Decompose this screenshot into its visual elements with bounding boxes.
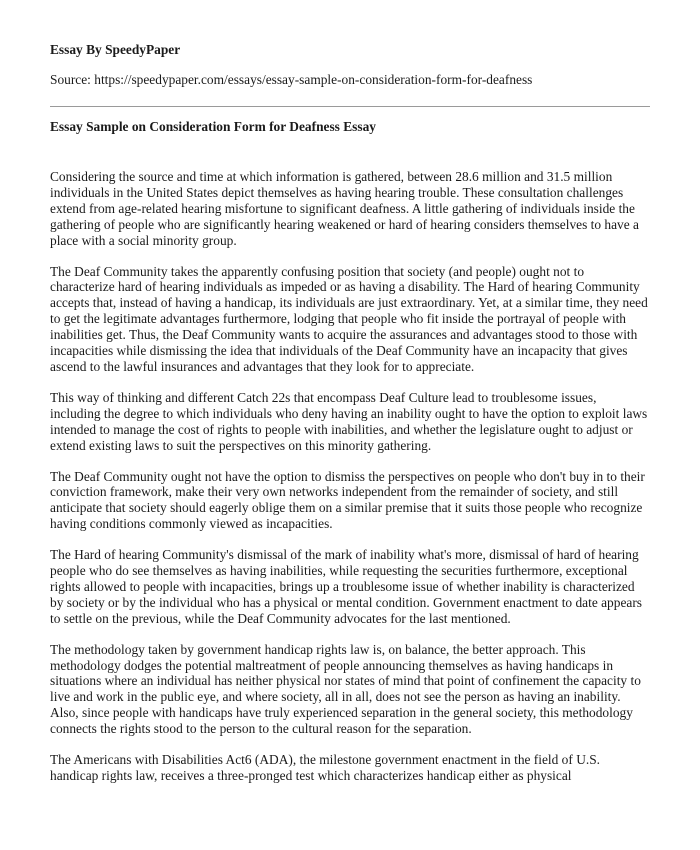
essay-paragraph: The methodology taken by government handicap rights law is, on balance, the better approach. This methodology dodges the potential maltreatment of people announcing themselves as having handicaps in situations where an individual has neither physical nor states of mind that point of confinement the capacity to live and work in the public eye, and where society, all in all, does not see the person as having an inability. Also, since people with handicaps have truly experienced separation in the general society, this methodology connects the rights stood to the person to the cultural reason for the separation.: [50, 641, 641, 737]
header-divider: [50, 106, 650, 107]
essay-paragraph: Considering the source and time at which information is gathered, between 28.6 million and 31.5 million individuals in the United States depict themselves as having hearing trouble. These consultation challenges extend from age-related hearing misfortune to significant deafness. A little gathering of individuals inside the gathering of people who are significantly hearing weakened or hard of hearing considers themselves to have a place with a social minority group.: [50, 169, 639, 248]
essay-paragraph: The Hard of hearing Community's dismissal of the mark of inability what's more, dismissal of hard of hearing people who do see themselves as having inabilities, while requesting the securities furthermore, exceptional rights allowed to people with incapacities, brings up a troublesome issue of whether inability is characterized by society or by the individual who has a physical or mental condition. Government enactment to date appears to settle on the previous, while the Deaf Community advocates for the last mentioned.: [50, 547, 642, 626]
source-line: Source: https://speedypaper.com/essays/essay-sample-on-consideration-form-for-deafness: [50, 72, 533, 87]
essay-title: Essay Sample on Consideration Form for Deafness Essay: [50, 119, 376, 134]
essay-paragraph: This way of thinking and different Catch 22s that encompass Deaf Culture lead to troublesome issues, including the degree to which individuals who deny having an inability ought to have the option to exploit laws intended to manage the cost of rights to people with inabilities, and whether the legislature ought to adjust or extend existing laws to suit the perspectives on this minority gathering.: [50, 389, 648, 453]
brand-heading: Essay By SpeedyPaper: [50, 42, 181, 57]
essay-paragraph: The Deaf Community takes the apparently confusing position that society (and people) ought not to characterize hard of hearing individuals as impeded or as having a disability. The Hard of hearing Community accepts that, instead of having a handicap, its individuals are just extraordinary. Yet, at a similar time, they need to get the legitimate advantages furthermore, lodging that people who fit inside the portrayal of people with inabilities get. Thus, the Deaf Community wants to acquire the assurances and advantages stood to those with incapacities while dismissing the idea that individuals of the Deaf Community have an incapacity that gives ascend to the lawful insurances and advantages that they look for to appreciate.: [50, 263, 648, 374]
essay-paragraph: The Deaf Community ought not have the option to dismiss the perspectives on people who don't buy in to their conviction framework, make their very own networks independent from the remainder of society, and still anticipate that society should eagerly oblige them on a similar premise that it suits those people who recognize having conditions commonly viewed as incapacities.: [50, 468, 645, 532]
essay-paragraph: The Americans with Disabilities Act6 (ADA), the milestone government enactment in the field of U.S. handicap rights law, receives a three-pronged test which characterizes handicap either as physical: [50, 752, 601, 783]
